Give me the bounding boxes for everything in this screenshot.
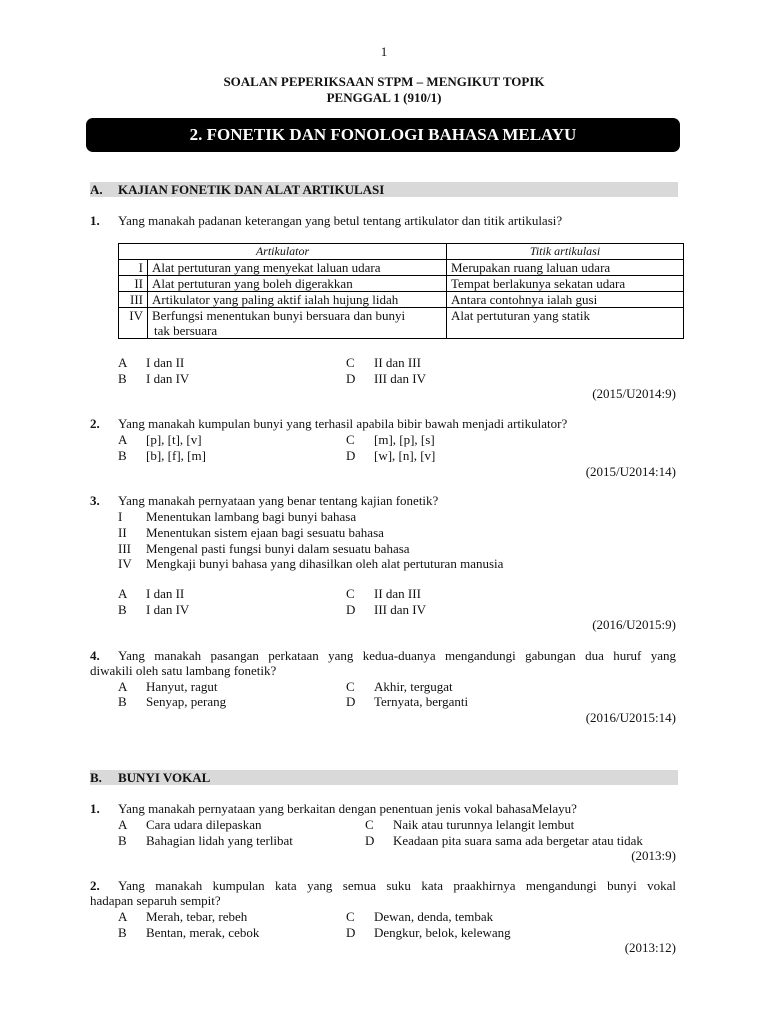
- source-reference: (2016/U2015:9): [592, 617, 676, 632]
- question-text-line-2: diwakili oleh satu lambang fonetik?: [90, 663, 277, 678]
- statement-number: IV: [118, 556, 132, 571]
- table-row: [119, 276, 684, 292]
- header-line-1: SOALAN PEPERIKSAAN STPM – MENGIKUT TOPIK: [223, 74, 545, 89]
- table-cell: Alat pertuturan yang statik: [447, 308, 684, 339]
- option-b: I dan IV: [146, 371, 190, 386]
- source-reference: (2013:9): [631, 848, 676, 863]
- question-text-line-1: Yang manakah pasangan perkataan yang kedua-duanya mengandungi gabungan dua huruf yang: [118, 648, 676, 663]
- option-c: II dan III: [374, 586, 421, 601]
- option-b: Senyap, perang: [146, 694, 227, 709]
- row-number: II: [119, 276, 148, 292]
- statement-number: II: [118, 525, 127, 540]
- section-a-heading: [90, 182, 678, 197]
- section-letter: B.: [90, 770, 102, 785]
- table-row: [119, 260, 684, 276]
- question-number: 2.: [90, 416, 100, 431]
- chapter-title: 2. FONETIK DAN FONOLOGI BAHASA MELAYU: [189, 125, 577, 144]
- option-label: C: [346, 909, 355, 924]
- option-label: D: [346, 925, 356, 940]
- option-label: B: [118, 925, 127, 940]
- chapter-title-banner: [86, 118, 680, 152]
- option-a: Merah, tebar, rebeh: [146, 909, 248, 924]
- option-label: D: [346, 694, 356, 709]
- option-label: C: [346, 432, 355, 447]
- table-header-row: [119, 244, 684, 260]
- option-label: D: [346, 602, 356, 617]
- table-cell: [148, 308, 447, 339]
- option-label: C: [365, 817, 374, 832]
- table-row: [119, 292, 684, 308]
- option-label: B: [118, 371, 127, 386]
- option-b: [b], [f], [m]: [146, 448, 206, 463]
- table-header: Artikulator: [119, 244, 447, 260]
- option-d: Ternyata, berganti: [374, 694, 469, 709]
- question-text: Yang manakah kumpulan bunyi yang terhasil apabila bibir bawah menjadi artikulator?: [118, 416, 568, 431]
- question-text-line-1: Yang manakah kumpulan kata yang semua suku kata praakhirnya mengandungi bunyi vokal: [118, 878, 676, 893]
- option-d: III dan IV: [374, 602, 426, 617]
- statement-number: I: [118, 509, 123, 524]
- option-c: Naik atau turunnya lelangit lembut: [393, 817, 575, 832]
- question-number: 4.: [90, 648, 100, 663]
- page-number: 1: [380, 44, 388, 59]
- section-b-heading: [90, 770, 678, 785]
- option-c: II dan III: [374, 355, 421, 370]
- option-label: B: [118, 833, 127, 848]
- option-c: [m], [p], [s]: [374, 432, 435, 447]
- option-label: C: [346, 586, 355, 601]
- option-d: Keadaan pita suara sama ada bergetar atau tidak: [393, 833, 643, 848]
- option-label: A: [118, 586, 128, 601]
- option-c: Dewan, denda, tembak: [374, 909, 494, 924]
- row-number: III: [119, 292, 148, 308]
- option-label: D: [346, 448, 356, 463]
- question-number: 1.: [90, 213, 100, 228]
- question-text: Yang manakah pernyataan yang berkaitan dengan penentuan jenis vokal bahasaMelayu?: [118, 801, 577, 816]
- option-label: D: [365, 833, 375, 848]
- option-label: D: [346, 371, 356, 386]
- row-number: I: [119, 260, 148, 276]
- table-cell: Alat pertuturan yang boleh digerakkan: [148, 276, 447, 292]
- option-label: C: [346, 679, 355, 694]
- articulator-table: [118, 243, 684, 339]
- row-number: IV: [119, 308, 148, 339]
- cell-line: tak bersuara: [154, 323, 218, 338]
- statement-text: Menentukan lambang bagi bunyi bahasa: [146, 509, 357, 524]
- option-a: I dan II: [146, 355, 185, 370]
- option-a: I dan II: [146, 586, 185, 601]
- statement-number: III: [118, 541, 131, 556]
- statement-text: Mengenal pasti fungsi bunyi dalam sesuatu bahasa: [146, 541, 410, 556]
- option-a: Cara udara dilepaskan: [146, 817, 262, 832]
- table-cell: Tempat berlakunya sekatan udara: [447, 276, 684, 292]
- option-d: Dengkur, belok, kelewang: [374, 925, 511, 940]
- table-cell: Artikulator yang paling aktif ialah hujung lidah: [148, 292, 447, 308]
- table-cell: Merupakan ruang laluan udara: [447, 260, 684, 276]
- table-row: [119, 308, 684, 339]
- option-label: B: [118, 448, 127, 463]
- question-number: 2.: [90, 878, 100, 893]
- question-number: 3.: [90, 493, 100, 508]
- option-d: [w], [n], [v]: [374, 448, 436, 463]
- option-label: A: [118, 817, 128, 832]
- option-a: [p], [t], [v]: [146, 432, 202, 447]
- section-letter: A.: [90, 182, 103, 197]
- source-reference: (2016/U2015:14): [585, 710, 676, 725]
- option-label: A: [118, 909, 128, 924]
- cell-line: Berfungsi menentukan bunyi bersuara dan bunyi: [152, 308, 406, 323]
- option-label: A: [118, 355, 128, 370]
- table-cell: Alat pertuturan yang menyekat laluan udara: [148, 260, 447, 276]
- question-number: 1.: [90, 801, 100, 816]
- question-text-line-2: hadapan separuh sempit?: [90, 893, 221, 908]
- statement-text: Mengkaji bunyi bahasa yang dihasilkan oleh alat pertuturan manusia: [146, 556, 504, 571]
- option-label: B: [118, 602, 127, 617]
- option-label: A: [118, 432, 128, 447]
- section-title: KAJIAN FONETIK DAN ALAT ARTIKULASI: [118, 182, 385, 197]
- table-header: Titik artikulasi: [447, 244, 684, 260]
- option-label: A: [118, 679, 128, 694]
- header-line-2: PENGGAL 1 (910/1): [326, 90, 442, 105]
- source-reference: (2013:12): [624, 940, 676, 955]
- source-reference: (2015/U2014:9): [592, 386, 676, 401]
- option-label: B: [118, 694, 127, 709]
- option-label: C: [346, 355, 355, 370]
- option-c: Akhir, tergugat: [374, 679, 453, 694]
- table-cell: Antara contohnya ialah gusi: [447, 292, 684, 308]
- statement-text: Menentukan sistem ejaan bagi sesuatu bahasa: [146, 525, 384, 540]
- option-a: Hanyut, ragut: [146, 679, 218, 694]
- option-b: Bentan, merak, cebok: [146, 925, 260, 940]
- section-title: BUNYI VOKAL: [118, 770, 211, 785]
- question-text: Yang manakah padanan keterangan yang betul tentang artikulator dan titik artikulasi?: [118, 213, 563, 228]
- option-b: I dan IV: [146, 602, 190, 617]
- option-d: III dan IV: [374, 371, 426, 386]
- source-reference: (2015/U2014:14): [585, 464, 676, 479]
- question-text: Yang manakah pernyataan yang benar tentang kajian fonetik?: [118, 493, 439, 508]
- option-b: Bahagian lidah yang terlibat: [146, 833, 293, 848]
